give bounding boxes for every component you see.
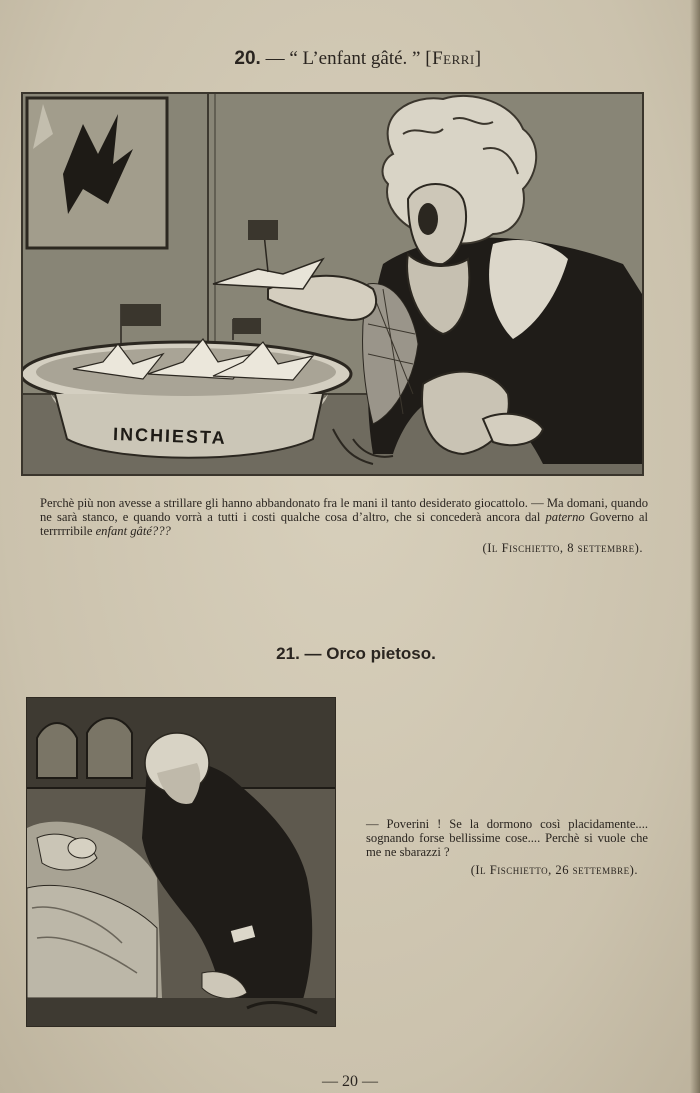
caption-20-italic-enfant: enfant gâté??? (95, 524, 171, 538)
page-spine-shadow (690, 0, 700, 1093)
basin-label: INCHIESTA (112, 424, 228, 448)
section-21-caption (366, 817, 648, 877)
section-20-number: 20. (234, 48, 261, 69)
section-21-title: Orco pietoso. (326, 644, 436, 663)
section-21-source: (Il Fischietto, 26 settembre). (470, 863, 638, 877)
section-20-title: “ L’enfant gâté. ” (289, 48, 421, 69)
section-21-number: 21. (276, 644, 300, 663)
caption-21-text: — Poverini ! Se la dormono così placidamente.... sognando forse bellissime cose.... Perchè si vuole che me ne sbarazzi ? (366, 817, 648, 859)
engraving-drawing (27, 698, 335, 1026)
section-20-dash: — (260, 48, 290, 69)
section-20-source: (Il Fischietto, 8 settembre). (482, 541, 643, 555)
cartoon-drawing (23, 94, 642, 474)
caption-20-italic-paterno: paterno (545, 510, 585, 524)
section-20-heading (8, 48, 700, 70)
cartoon-illustration-orco-pietoso (26, 697, 336, 1027)
section-20-artist: [Ferri] (425, 48, 482, 69)
caption-20-text-2: Governo al terrrrribile (40, 510, 648, 538)
section-21-dash: — (299, 644, 327, 663)
section-20-caption (40, 496, 648, 555)
section-21-heading (6, 644, 700, 664)
cartoon-illustration-enfant-gate (21, 92, 644, 476)
page-number: — 20 — (322, 1073, 378, 1090)
caption-20-text-1: Perchè più non avesse a strillare gli hanno abbandonato fra le mani il tanto desiderato giocattolo. — Ma domani, quando ne sarà stanco, e quando vorrà a tutti i costi qualche cosa d’altro, che si concederà ancora dal (40, 496, 648, 524)
